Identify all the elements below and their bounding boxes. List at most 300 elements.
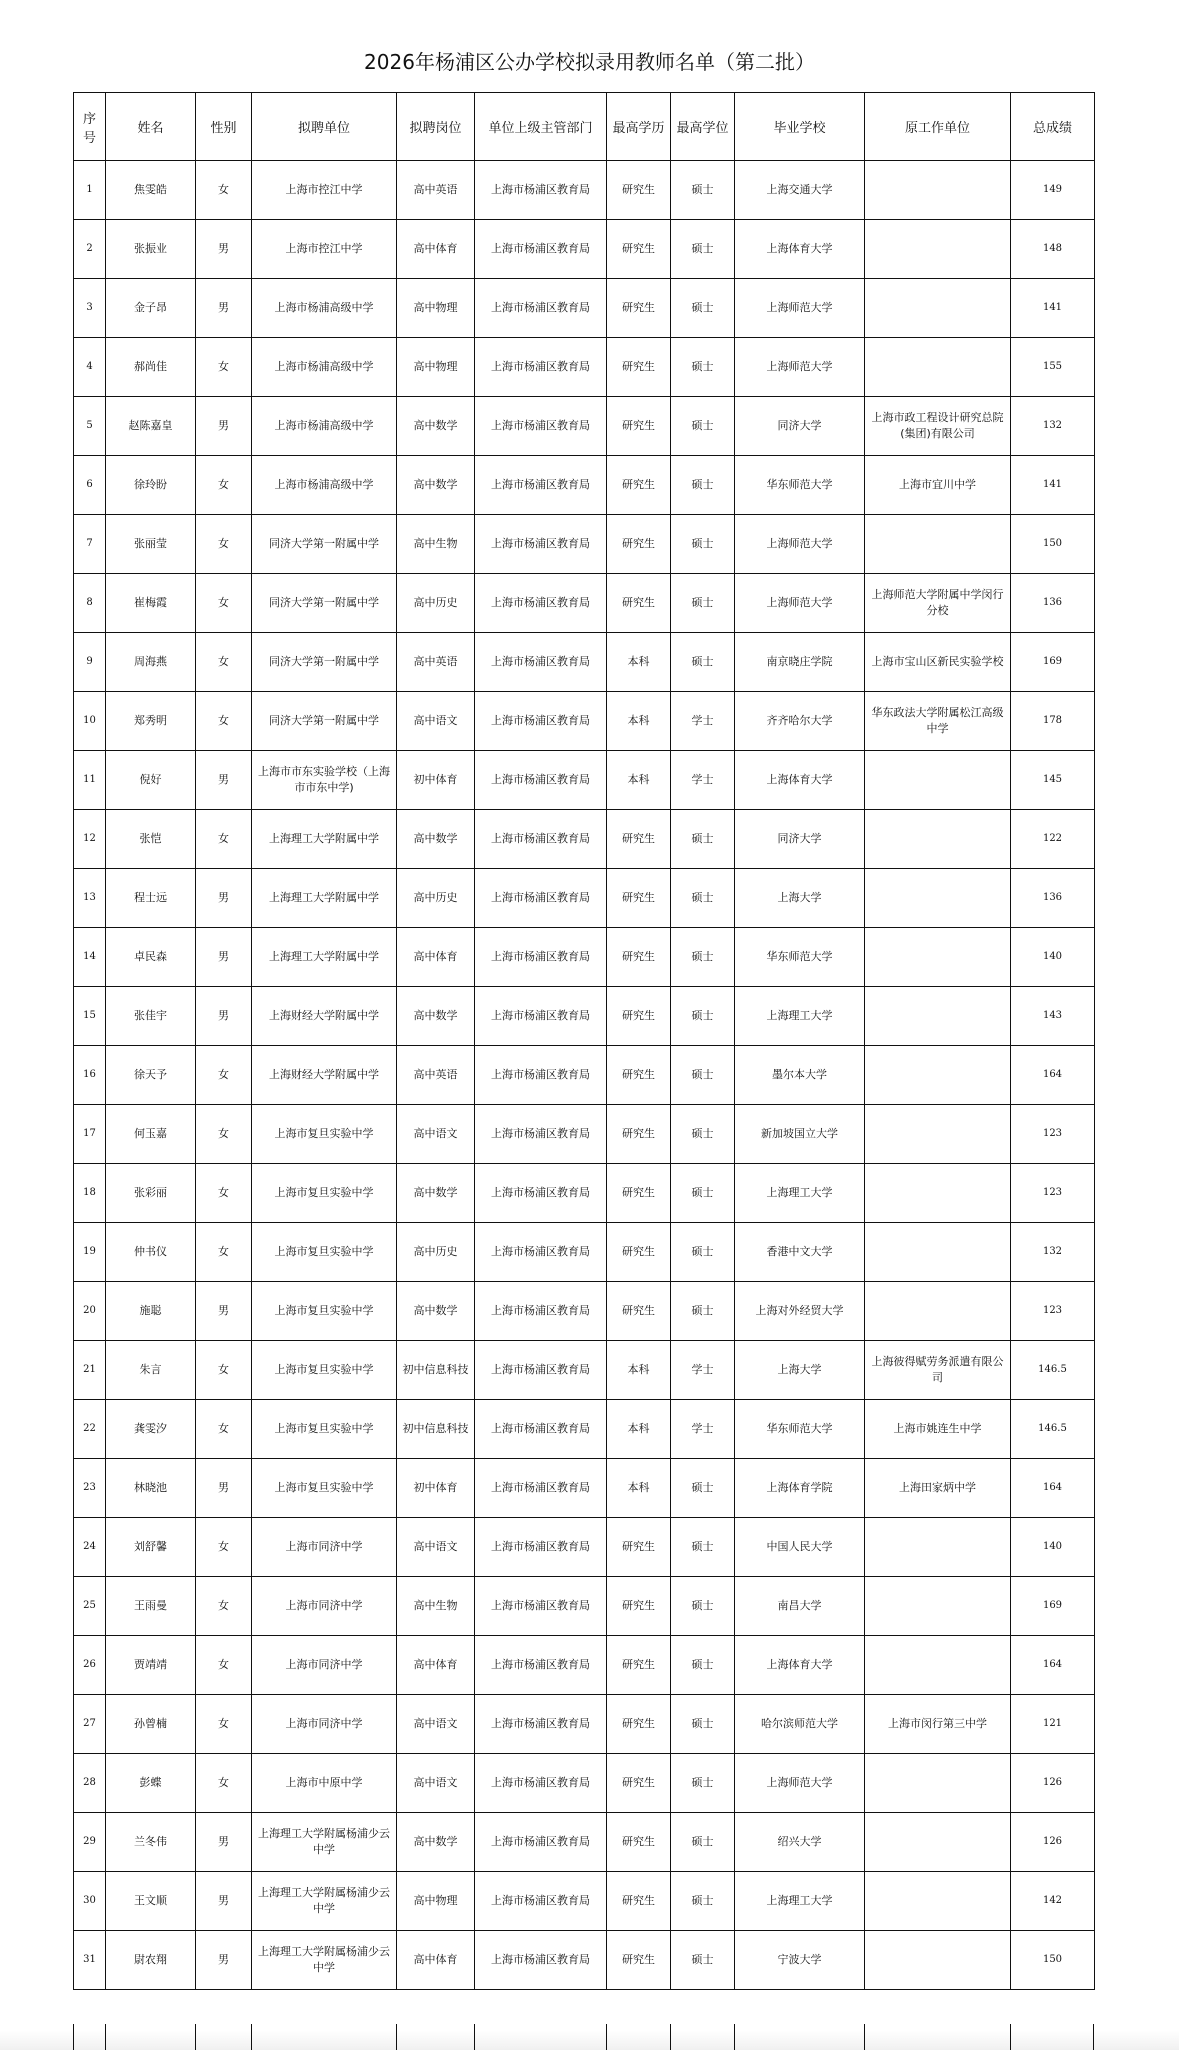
cell-index: 24 (74, 1518, 106, 1577)
table-row (74, 928, 1095, 987)
cell-index: 14 (74, 928, 106, 987)
table-row (74, 220, 1095, 279)
cell-education: 研究生 (607, 1518, 671, 1577)
cell-degree: 硕士 (671, 1105, 735, 1164)
table-row (74, 1813, 1095, 1872)
cell-graduate-school: 上海大学 (735, 869, 865, 928)
cell-education: 本科 (607, 633, 671, 692)
cell-total-score: 169 (1011, 633, 1095, 692)
cell-hiring-unit: 上海市杨浦高级中学 (252, 456, 397, 515)
cell-education: 研究生 (607, 869, 671, 928)
cell-name: 卓民森 (106, 928, 196, 987)
table-row (74, 692, 1095, 751)
cell-gender: 女 (196, 338, 252, 397)
cell-gender: 女 (196, 1400, 252, 1459)
cell-total-score: 136 (1011, 869, 1095, 928)
cell-name: 张振业 (106, 220, 196, 279)
column-header-name: 姓名 (106, 93, 196, 161)
cell-gender: 女 (196, 1046, 252, 1105)
cell-graduate-school: 华东师范大学 (735, 928, 865, 987)
cell-former-employer (865, 1636, 1011, 1695)
cell-former-employer: 上海市宝山区新民实验学校 (865, 633, 1011, 692)
cell-supervising-dept: 上海市杨浦区教育局 (475, 1931, 607, 1990)
cell-hiring-unit: 上海市杨浦高级中学 (252, 397, 397, 456)
cell-graduate-school: 南昌大学 (735, 1577, 865, 1636)
table-row (74, 1046, 1095, 1105)
cell-degree: 硕士 (671, 397, 735, 456)
cell-total-score: 149 (1011, 161, 1095, 220)
cell-graduate-school: 绍兴大学 (735, 1813, 865, 1872)
cell-hiring-unit: 上海市市东实验学校（上海市市东中学) (252, 751, 397, 810)
cell-supervising-dept: 上海市杨浦区教育局 (475, 456, 607, 515)
cell-supervising-dept: 上海市杨浦区教育局 (475, 574, 607, 633)
cell-former-employer (865, 1105, 1011, 1164)
cell-gender: 女 (196, 1754, 252, 1813)
cell-hiring-unit: 上海理工大学附属杨浦少云中学 (252, 1813, 397, 1872)
cell-name: 尉农翔 (106, 1931, 196, 1990)
cell-supervising-dept: 上海市杨浦区教育局 (475, 397, 607, 456)
cell-graduate-school: 上海体育学院 (735, 1459, 865, 1518)
cell-hiring-unit: 上海理工大学附属中学 (252, 928, 397, 987)
column-header-supervising-dept: 单位上级主管部门 (475, 93, 607, 161)
cell-hiring-unit: 同济大学第一附属中学 (252, 515, 397, 574)
table-row (74, 338, 1095, 397)
cell-graduate-school: 香港中文大学 (735, 1223, 865, 1282)
table-body (74, 161, 1095, 1990)
cell-total-score: 123 (1011, 1282, 1095, 1341)
table-row (74, 869, 1095, 928)
cell-total-score: 150 (1011, 515, 1095, 574)
cell-degree: 硕士 (671, 1577, 735, 1636)
cell-hiring-unit: 上海市复旦实验中学 (252, 1164, 397, 1223)
cell-index: 18 (74, 1164, 106, 1223)
cell-hiring-unit: 上海市复旦实验中学 (252, 1459, 397, 1518)
cell-name: 彭蝶 (106, 1754, 196, 1813)
cell-index: 20 (74, 1282, 106, 1341)
column-header-hiring-unit: 拟聘单位 (252, 93, 397, 161)
table-row (74, 1105, 1095, 1164)
table-header-row (74, 93, 1095, 161)
cell-index: 9 (74, 633, 106, 692)
cell-gender: 女 (196, 1223, 252, 1282)
teacher-roster-table (73, 92, 1095, 1990)
cell-supervising-dept: 上海市杨浦区教育局 (475, 1223, 607, 1282)
cell-degree: 硕士 (671, 515, 735, 574)
cell-supervising-dept: 上海市杨浦区教育局 (475, 1105, 607, 1164)
cell-hiring-unit: 上海市中原中学 (252, 1754, 397, 1813)
cell-total-score: 123 (1011, 1105, 1095, 1164)
cell-name: 张恺 (106, 810, 196, 869)
cell-education: 研究生 (607, 1577, 671, 1636)
cell-position: 高中数学 (397, 1164, 475, 1223)
cell-degree: 学士 (671, 692, 735, 751)
cell-supervising-dept: 上海市杨浦区教育局 (475, 338, 607, 397)
cell-supervising-dept: 上海市杨浦区教育局 (475, 220, 607, 279)
cell-graduate-school: 上海体育大学 (735, 751, 865, 810)
cell-degree: 硕士 (671, 1813, 735, 1872)
cell-education: 本科 (607, 751, 671, 810)
cell-gender: 女 (196, 633, 252, 692)
cell-position: 高中体育 (397, 1931, 475, 1990)
cell-total-score: 141 (1011, 456, 1095, 515)
cell-graduate-school: 上海理工大学 (735, 1164, 865, 1223)
cell-degree: 硕士 (671, 161, 735, 220)
cell-index: 28 (74, 1754, 106, 1813)
cell-total-score: 121 (1011, 1695, 1095, 1754)
cell-degree: 硕士 (671, 987, 735, 1046)
cell-supervising-dept: 上海市杨浦区教育局 (475, 869, 607, 928)
cell-position: 高中数学 (397, 810, 475, 869)
cell-name: 张丽莹 (106, 515, 196, 574)
cell-name: 施聪 (106, 1282, 196, 1341)
cell-position: 高中历史 (397, 1223, 475, 1282)
table-row (74, 1459, 1095, 1518)
cell-supervising-dept: 上海市杨浦区教育局 (475, 692, 607, 751)
cell-education: 研究生 (607, 810, 671, 869)
cell-hiring-unit: 上海市复旦实验中学 (252, 1105, 397, 1164)
cell-graduate-school: 上海对外经贸大学 (735, 1282, 865, 1341)
column-header-graduate-school: 毕业学校 (735, 93, 865, 161)
cell-education: 研究生 (607, 987, 671, 1046)
cell-name: 倪好 (106, 751, 196, 810)
cell-graduate-school: 上海师范大学 (735, 279, 865, 338)
table-row (74, 810, 1095, 869)
cell-name: 孙曾楠 (106, 1695, 196, 1754)
cell-name: 贾靖靖 (106, 1636, 196, 1695)
cell-total-score: 164 (1011, 1046, 1095, 1105)
cell-gender: 男 (196, 987, 252, 1046)
cell-total-score: 178 (1011, 692, 1095, 751)
table-row (74, 397, 1095, 456)
cell-index: 22 (74, 1400, 106, 1459)
table-row (74, 1754, 1095, 1813)
cell-former-employer (865, 1813, 1011, 1872)
table-row (74, 279, 1095, 338)
cell-position: 高中生物 (397, 515, 475, 574)
cell-total-score: 148 (1011, 220, 1095, 279)
cell-graduate-school: 上海理工大学 (735, 987, 865, 1046)
cell-former-employer (865, 220, 1011, 279)
cell-former-employer (865, 1282, 1011, 1341)
cell-hiring-unit: 同济大学第一附属中学 (252, 574, 397, 633)
cell-hiring-unit: 上海市同济中学 (252, 1636, 397, 1695)
cell-position: 高中语文 (397, 1518, 475, 1577)
table-row (74, 987, 1095, 1046)
cell-education: 研究生 (607, 1105, 671, 1164)
cell-index: 27 (74, 1695, 106, 1754)
cell-degree: 硕士 (671, 1459, 735, 1518)
cell-graduate-school: 宁波大学 (735, 1931, 865, 1990)
column-header-former-employer: 原工作单位 (865, 93, 1011, 161)
cell-degree: 硕士 (671, 1872, 735, 1931)
cell-total-score: 126 (1011, 1813, 1095, 1872)
cell-education: 本科 (607, 1341, 671, 1400)
cell-supervising-dept: 上海市杨浦区教育局 (475, 751, 607, 810)
cell-position: 高中数学 (397, 1813, 475, 1872)
cell-gender: 女 (196, 1341, 252, 1400)
cell-graduate-school: 上海体育大学 (735, 220, 865, 279)
cell-position: 高中语文 (397, 1754, 475, 1813)
cell-graduate-school: 同济大学 (735, 397, 865, 456)
column-header-position: 拟聘岗位 (397, 93, 475, 161)
cell-former-employer (865, 1046, 1011, 1105)
cell-hiring-unit: 同济大学第一附属中学 (252, 633, 397, 692)
cell-index: 15 (74, 987, 106, 1046)
cell-index: 25 (74, 1577, 106, 1636)
cell-degree: 硕士 (671, 810, 735, 869)
cell-hiring-unit: 上海财经大学附属中学 (252, 1046, 397, 1105)
document-title: 2026年杨浦区公办学校拟录用教师名单（第二批） (364, 50, 815, 74)
cell-graduate-school: 新加坡国立大学 (735, 1105, 865, 1164)
cell-education: 研究生 (607, 397, 671, 456)
cell-position: 高中数学 (397, 397, 475, 456)
cell-name: 焦雯皓 (106, 161, 196, 220)
cell-total-score: 126 (1011, 1754, 1095, 1813)
cell-supervising-dept: 上海市杨浦区教育局 (475, 1872, 607, 1931)
cell-index: 30 (74, 1872, 106, 1931)
cell-supervising-dept: 上海市杨浦区教育局 (475, 1459, 607, 1518)
cell-hiring-unit: 上海市同济中学 (252, 1577, 397, 1636)
cell-index: 5 (74, 397, 106, 456)
cell-education: 本科 (607, 1400, 671, 1459)
cell-former-employer (865, 1518, 1011, 1577)
cell-supervising-dept: 上海市杨浦区教育局 (475, 1636, 607, 1695)
table-row (74, 456, 1095, 515)
table-row (74, 1636, 1095, 1695)
cell-gender: 女 (196, 515, 252, 574)
cell-name: 郝尚佳 (106, 338, 196, 397)
cell-total-score: 146.5 (1011, 1400, 1095, 1459)
cell-total-score: 136 (1011, 574, 1095, 633)
cell-gender: 男 (196, 220, 252, 279)
cell-former-employer (865, 515, 1011, 574)
table-row (74, 1282, 1095, 1341)
cell-index: 16 (74, 1046, 106, 1105)
cell-position: 高中体育 (397, 220, 475, 279)
cell-supervising-dept: 上海市杨浦区教育局 (475, 1577, 607, 1636)
cell-supervising-dept: 上海市杨浦区教育局 (475, 810, 607, 869)
cell-education: 本科 (607, 692, 671, 751)
table-row (74, 1872, 1095, 1931)
table-row (74, 1164, 1095, 1223)
cell-graduate-school: 同济大学 (735, 810, 865, 869)
cell-graduate-school: 上海师范大学 (735, 1754, 865, 1813)
cell-index: 11 (74, 751, 106, 810)
cell-index: 29 (74, 1813, 106, 1872)
cell-index: 21 (74, 1341, 106, 1400)
cell-graduate-school: 齐齐哈尔大学 (735, 692, 865, 751)
cell-former-employer: 上海市姚连生中学 (865, 1400, 1011, 1459)
cell-total-score: 169 (1011, 1577, 1095, 1636)
cell-position: 初中信息科技 (397, 1341, 475, 1400)
cell-education: 研究生 (607, 1636, 671, 1695)
cell-graduate-school: 上海师范大学 (735, 574, 865, 633)
cell-gender: 女 (196, 1577, 252, 1636)
column-header-total-score: 总成绩 (1011, 93, 1095, 161)
cell-former-employer (865, 1577, 1011, 1636)
cell-former-employer (865, 1223, 1011, 1282)
cell-former-employer: 上海市闵行第三中学 (865, 1695, 1011, 1754)
cell-index: 23 (74, 1459, 106, 1518)
cell-education: 研究生 (607, 515, 671, 574)
cell-education: 研究生 (607, 1931, 671, 1990)
cell-index: 31 (74, 1931, 106, 1990)
cell-former-employer (865, 928, 1011, 987)
cell-name: 仲书仪 (106, 1223, 196, 1282)
cell-gender: 男 (196, 1459, 252, 1518)
cell-education: 研究生 (607, 1282, 671, 1341)
cell-hiring-unit: 上海财经大学附属中学 (252, 987, 397, 1046)
cell-position: 高中数学 (397, 1282, 475, 1341)
cell-hiring-unit: 上海市同济中学 (252, 1695, 397, 1754)
cell-degree: 硕士 (671, 869, 735, 928)
cell-degree: 学士 (671, 751, 735, 810)
cell-position: 高中物理 (397, 279, 475, 338)
cell-name: 徐天予 (106, 1046, 196, 1105)
cell-education: 本科 (607, 1459, 671, 1518)
table-row (74, 574, 1095, 633)
cell-index: 13 (74, 869, 106, 928)
cell-gender: 男 (196, 869, 252, 928)
cell-total-score: 122 (1011, 810, 1095, 869)
cell-hiring-unit: 上海理工大学附属中学 (252, 869, 397, 928)
column-header-gender: 性别 (196, 93, 252, 161)
cell-total-score: 140 (1011, 1518, 1095, 1577)
table-row (74, 515, 1095, 574)
cell-name: 王文顺 (106, 1872, 196, 1931)
cell-name: 张佳宇 (106, 987, 196, 1046)
cell-total-score: 164 (1011, 1636, 1095, 1695)
cell-graduate-school: 上海体育大学 (735, 1636, 865, 1695)
cell-graduate-school: 哈尔滨师范大学 (735, 1695, 865, 1754)
cell-position: 高中物理 (397, 1872, 475, 1931)
cell-gender: 女 (196, 574, 252, 633)
cell-graduate-school: 上海师范大学 (735, 515, 865, 574)
cell-gender: 男 (196, 279, 252, 338)
cell-total-score: 123 (1011, 1164, 1095, 1223)
cell-index: 1 (74, 161, 106, 220)
cell-education: 研究生 (607, 161, 671, 220)
bottom-scroll-shade (0, 2030, 1179, 2050)
cell-supervising-dept: 上海市杨浦区教育局 (475, 1813, 607, 1872)
cell-name: 何玉嘉 (106, 1105, 196, 1164)
cell-supervising-dept: 上海市杨浦区教育局 (475, 1341, 607, 1400)
cell-name: 林晓池 (106, 1459, 196, 1518)
cell-former-employer (865, 751, 1011, 810)
cell-former-employer (865, 869, 1011, 928)
cell-hiring-unit: 上海市复旦实验中学 (252, 1341, 397, 1400)
cell-position: 高中英语 (397, 1046, 475, 1105)
cell-hiring-unit: 上海市控江中学 (252, 161, 397, 220)
cell-position: 高中语文 (397, 1695, 475, 1754)
cell-degree: 硕士 (671, 1164, 735, 1223)
cell-total-score: 145 (1011, 751, 1095, 810)
cell-education: 研究生 (607, 456, 671, 515)
cell-hiring-unit: 上海市控江中学 (252, 220, 397, 279)
cell-hiring-unit: 上海市同济中学 (252, 1518, 397, 1577)
cell-graduate-school: 华东师范大学 (735, 456, 865, 515)
cell-supervising-dept: 上海市杨浦区教育局 (475, 515, 607, 574)
cell-hiring-unit: 上海理工大学附属中学 (252, 810, 397, 869)
cell-supervising-dept: 上海市杨浦区教育局 (475, 928, 607, 987)
cell-education: 研究生 (607, 338, 671, 397)
cell-hiring-unit: 上海市复旦实验中学 (252, 1400, 397, 1459)
column-header-degree: 最高学位 (671, 93, 735, 161)
cell-former-employer (865, 1931, 1011, 1990)
cell-education: 研究生 (607, 1223, 671, 1282)
cell-position: 初中体育 (397, 1459, 475, 1518)
cell-graduate-school: 南京晓庄学院 (735, 633, 865, 692)
cell-name: 龚雯汐 (106, 1400, 196, 1459)
cell-former-employer (865, 1754, 1011, 1813)
cell-hiring-unit: 上海市复旦实验中学 (252, 1223, 397, 1282)
cell-supervising-dept: 上海市杨浦区教育局 (475, 1518, 607, 1577)
table-row (74, 1695, 1095, 1754)
cell-index: 26 (74, 1636, 106, 1695)
column-header-index: 序号 (74, 93, 106, 161)
cell-name: 金子昂 (106, 279, 196, 338)
cell-former-employer (865, 338, 1011, 397)
cell-gender: 女 (196, 1695, 252, 1754)
cell-supervising-dept: 上海市杨浦区教育局 (475, 279, 607, 338)
cell-hiring-unit: 上海理工大学附属杨浦少云中学 (252, 1872, 397, 1931)
cell-degree: 硕士 (671, 1636, 735, 1695)
cell-index: 3 (74, 279, 106, 338)
table-row (74, 1577, 1095, 1636)
cell-former-employer: 上海市宜川中学 (865, 456, 1011, 515)
cell-graduate-school: 华东师范大学 (735, 1400, 865, 1459)
cell-degree: 硕士 (671, 1518, 735, 1577)
cell-position: 高中体育 (397, 1636, 475, 1695)
cell-hiring-unit: 同济大学第一附属中学 (252, 692, 397, 751)
cell-name: 刘舒馨 (106, 1518, 196, 1577)
cell-former-employer (865, 1872, 1011, 1931)
table-row (74, 1518, 1095, 1577)
table-row (74, 1341, 1095, 1400)
cell-degree: 硕士 (671, 1046, 735, 1105)
cell-supervising-dept: 上海市杨浦区教育局 (475, 1695, 607, 1754)
cell-degree: 硕士 (671, 633, 735, 692)
cell-graduate-school: 上海理工大学 (735, 1872, 865, 1931)
table-row (74, 1931, 1095, 1990)
cell-degree: 硕士 (671, 338, 735, 397)
cell-degree: 学士 (671, 1341, 735, 1400)
cell-degree: 硕士 (671, 1931, 735, 1990)
cell-gender: 女 (196, 161, 252, 220)
cell-position: 高中英语 (397, 633, 475, 692)
cell-index: 7 (74, 515, 106, 574)
cell-hiring-unit: 上海理工大学附属杨浦少云中学 (252, 1931, 397, 1990)
cell-education: 研究生 (607, 928, 671, 987)
cell-position: 高中生物 (397, 1577, 475, 1636)
cell-gender: 女 (196, 456, 252, 515)
cell-index: 6 (74, 456, 106, 515)
cell-index: 12 (74, 810, 106, 869)
cell-education: 研究生 (607, 1872, 671, 1931)
cell-former-employer: 上海师范大学附属中学闵行分校 (865, 574, 1011, 633)
cell-name: 徐玲盼 (106, 456, 196, 515)
cell-total-score: 150 (1011, 1931, 1095, 1990)
cell-graduate-school: 上海师范大学 (735, 338, 865, 397)
cell-gender: 女 (196, 1164, 252, 1223)
cell-index: 19 (74, 1223, 106, 1282)
cell-supervising-dept: 上海市杨浦区教育局 (475, 1400, 607, 1459)
cell-degree: 硕士 (671, 220, 735, 279)
cell-education: 研究生 (607, 1754, 671, 1813)
cell-gender: 男 (196, 751, 252, 810)
table-row (74, 161, 1095, 220)
table-row (74, 633, 1095, 692)
